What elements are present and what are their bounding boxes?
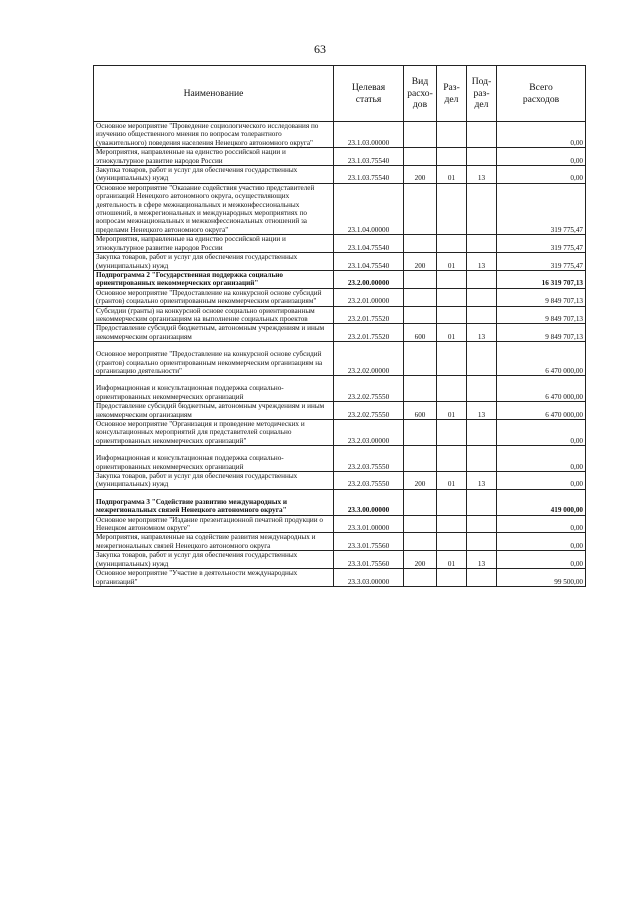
table-row — [94, 306, 586, 324]
row-vid-cell — [404, 420, 437, 446]
row-razdel-cell — [437, 446, 467, 472]
row-podrazdel-cell — [467, 420, 497, 446]
row-name-cell: Закупка товаров, работ и услуг для обеспечения государственных (муниципальных) нужд — [94, 551, 334, 569]
row-podrazdel-cell — [467, 376, 497, 402]
row-podrazdel-cell — [467, 148, 497, 166]
row-vid-cell: 200 — [404, 166, 437, 184]
row-name-cell: Подпрограмма 2 "Государственная поддержка социально ориентированных некоммерческих организаций" — [94, 270, 334, 288]
header-podrazdel: Под- раз- дел — [467, 66, 497, 122]
table-row — [94, 342, 586, 376]
row-total-cell: 6 470 000,00 — [497, 402, 586, 420]
row-name-cell: Информационная и консультационная поддержка социально-ориентированных некоммерческих организаций — [94, 376, 334, 402]
row-podrazdel-cell — [467, 569, 497, 587]
row-vid-cell — [404, 515, 437, 533]
row-vid-cell: 200 — [404, 253, 437, 271]
row-podrazdel-cell — [467, 446, 497, 472]
row-name-cell: Мероприятия, направленные на единство российской нации и этнокультурное развитие народов России — [94, 148, 334, 166]
row-vid-cell — [404, 569, 437, 587]
row-total-cell: 6 470 000,00 — [497, 342, 586, 376]
row-code-cell: 23.2.02.75550 — [334, 376, 404, 402]
row-name-cell: Предоставление субсидий бюджетным, автономным учреждениям и иным некоммерческим организациям — [94, 402, 334, 420]
row-code-cell: 23.2.01.75520 — [334, 324, 404, 342]
row-total-cell: 419 000,00 — [497, 489, 586, 515]
row-vid-cell — [404, 148, 437, 166]
table-row — [94, 489, 586, 515]
row-code-cell: 23.2.03.75550 — [334, 446, 404, 472]
table-row — [94, 420, 586, 446]
row-total-cell: 0,00 — [497, 515, 586, 533]
table-row — [94, 235, 586, 253]
row-vid-cell — [404, 533, 437, 551]
table-row — [94, 376, 586, 402]
table-row — [94, 270, 586, 288]
row-podrazdel-cell — [467, 515, 497, 533]
row-razdel-cell — [437, 288, 467, 306]
header-code: Целевая статья — [334, 66, 404, 122]
row-total-cell: 6 470 000,00 — [497, 376, 586, 402]
row-code-cell: 23.2.03.75550 — [334, 472, 404, 490]
table-header — [94, 66, 586, 122]
row-name-cell: Информационная и консультационная поддержка социально-ориентированных некоммерческих организаций — [94, 446, 334, 472]
row-podrazdel-cell — [467, 533, 497, 551]
row-total-cell: 319 775,47 — [497, 183, 586, 234]
row-name-cell: Закупка товаров, работ и услуг для обеспечения государственных (муниципальных) нужд — [94, 472, 334, 490]
row-podrazdel-cell — [467, 489, 497, 515]
header-vid: Вид расхо- дов — [404, 66, 437, 122]
row-total-cell: 0,00 — [497, 122, 586, 148]
table-body — [94, 122, 586, 587]
row-podrazdel-cell: 13 — [467, 324, 497, 342]
row-razdel-cell: 01 — [437, 166, 467, 184]
row-name-cell: Предоставление субсидий бюджетным, автономным учреждениям и иным некоммерческим организациям — [94, 324, 334, 342]
table-row — [94, 472, 586, 490]
row-vid-cell — [404, 288, 437, 306]
row-vid-cell: 600 — [404, 324, 437, 342]
table-row — [94, 122, 586, 148]
table-row — [94, 515, 586, 533]
row-vid-cell — [404, 306, 437, 324]
table-row — [94, 533, 586, 551]
row-code-cell: 23.1.04.00000 — [334, 183, 404, 234]
row-code-cell: 23.2.03.00000 — [334, 420, 404, 446]
row-name-cell: Субсидии (гранты) на конкурсной основе социально ориентированным некоммерческим организациям на выполнение социальных проектов — [94, 306, 334, 324]
table-row — [94, 551, 586, 569]
row-total-cell: 0,00 — [497, 420, 586, 446]
row-razdel-cell — [437, 122, 467, 148]
row-name-cell: Мероприятия, направленные на содействие развития международных и межрегиональных связей Ненецкого автономного округа — [94, 533, 334, 551]
row-razdel-cell: 01 — [437, 402, 467, 420]
row-code-cell: 23.3.01.75560 — [334, 551, 404, 569]
row-total-cell: 9 849 707,13 — [497, 288, 586, 306]
row-vid-cell — [404, 183, 437, 234]
row-podrazdel-cell — [467, 306, 497, 324]
row-vid-cell — [404, 376, 437, 402]
row-vid-cell: 200 — [404, 472, 437, 490]
row-code-cell: 23.3.01.75560 — [334, 533, 404, 551]
row-total-cell: 99 500,00 — [497, 569, 586, 587]
row-code-cell: 23.2.02.75550 — [334, 402, 404, 420]
row-razdel-cell — [437, 569, 467, 587]
row-razdel-cell — [437, 148, 467, 166]
table-row — [94, 324, 586, 342]
row-vid-cell: 200 — [404, 551, 437, 569]
row-name-cell: Подпрограмма 3 "Содействие развитию международных и межрегиональных связей Ненецкого автономного округа" — [94, 489, 334, 515]
row-name-cell: Мероприятия, направленные на единство российской нации и этнокультурное развитие народов России — [94, 235, 334, 253]
row-podrazdel-cell — [467, 183, 497, 234]
row-code-cell: 23.1.03.00000 — [334, 122, 404, 148]
header-total: Всего расходов — [497, 66, 586, 122]
row-code-cell: 23.1.03.75540 — [334, 166, 404, 184]
page-number: 63 — [314, 42, 326, 56]
row-podrazdel-cell — [467, 342, 497, 376]
row-code-cell: 23.2.01.75520 — [334, 306, 404, 324]
row-vid-cell — [404, 122, 437, 148]
row-total-cell: 9 849 707,13 — [497, 306, 586, 324]
row-total-cell: 0,00 — [497, 472, 586, 490]
row-total-cell: 0,00 — [497, 551, 586, 569]
row-code-cell: 23.2.01.00000 — [334, 288, 404, 306]
row-podrazdel-cell: 13 — [467, 551, 497, 569]
row-podrazdel-cell: 13 — [467, 472, 497, 490]
row-code-cell: 23.1.04.75540 — [334, 235, 404, 253]
row-podrazdel-cell — [467, 288, 497, 306]
row-podrazdel-cell — [467, 122, 497, 148]
row-razdel-cell: 01 — [437, 324, 467, 342]
row-name-cell: Основное мероприятие "Участие в деятельности международных организаций" — [94, 569, 334, 587]
row-razdel-cell — [437, 420, 467, 446]
row-code-cell: 23.1.03.75540 — [334, 148, 404, 166]
table-row — [94, 569, 586, 587]
header-razdel: Раз- дел — [437, 66, 467, 122]
row-name-cell: Основное мероприятие "Предоставление на конкурсной основе субсидий (грантов) социально ориентированным некоммерческим организациям" — [94, 288, 334, 306]
table-row — [94, 148, 586, 166]
row-podrazdel-cell — [467, 270, 497, 288]
row-name-cell: Основное мероприятие "Проведение социологического исследования по изучению общественного мнения по вопросам толерантного (уважительного) поведения населения Ненецкого автономного округа" — [94, 122, 334, 148]
row-razdel-cell: 01 — [437, 551, 467, 569]
row-total-cell: 319 775,47 — [497, 253, 586, 271]
row-razdel-cell: 01 — [437, 253, 467, 271]
row-total-cell: 0,00 — [497, 533, 586, 551]
row-vid-cell — [404, 235, 437, 253]
header-name: Наименование — [94, 66, 334, 122]
row-razdel-cell — [437, 270, 467, 288]
row-code-cell: 23.2.00.00000 — [334, 270, 404, 288]
row-name-cell: Основное мероприятие "Предоставление на конкурсной основе субсидий (грантов) социально ориентированным некоммерческим организациям на организацию деятельности" — [94, 342, 334, 376]
row-total-cell: 0,00 — [497, 166, 586, 184]
table-row — [94, 288, 586, 306]
table-row — [94, 253, 586, 271]
row-total-cell: 16 319 707,13 — [497, 270, 586, 288]
table-row — [94, 183, 586, 234]
table-row — [94, 166, 586, 184]
row-razdel-cell — [437, 235, 467, 253]
budget-table — [93, 65, 586, 587]
row-name-cell: Основное мероприятие "Организация и проведение методических и консультационных мероприятий для представителей социально ориентированных некоммерческих организаций" — [94, 420, 334, 446]
row-vid-cell — [404, 489, 437, 515]
row-vid-cell: 600 — [404, 402, 437, 420]
row-vid-cell — [404, 446, 437, 472]
row-total-cell: 319 775,47 — [497, 235, 586, 253]
row-razdel-cell — [437, 183, 467, 234]
row-total-cell: 9 849 707,13 — [497, 324, 586, 342]
row-name-cell: Закупка товаров, работ и услуг для обеспечения государственных (муниципальных) нужд — [94, 253, 334, 271]
row-podrazdel-cell: 13 — [467, 166, 497, 184]
row-razdel-cell — [437, 533, 467, 551]
row-podrazdel-cell: 13 — [467, 402, 497, 420]
row-name-cell: Закупка товаров, работ и услуг для обеспечения государственных (муниципальных) нужд — [94, 166, 334, 184]
row-razdel-cell — [437, 489, 467, 515]
row-podrazdel-cell — [467, 235, 497, 253]
table-row — [94, 446, 586, 472]
row-name-cell: Основное мероприятие "Оказание содействия участию представителей организаций Ненецкого автономного округа, осуществляющих деятельность в сфере межнациональных и межконфессиональных отношений, в межрегиональных и международных мероприятиях по вопросам межнациональных и межконфессиональных отношений за пределами Ненецкого автономного округа" — [94, 183, 334, 234]
row-razdel-cell — [437, 376, 467, 402]
row-code-cell: 23.1.04.75540 — [334, 253, 404, 271]
row-razdel-cell — [437, 515, 467, 533]
row-code-cell: 23.3.01.00000 — [334, 515, 404, 533]
row-code-cell: 23.3.03.00000 — [334, 569, 404, 587]
row-razdel-cell: 01 — [437, 472, 467, 490]
row-code-cell: 23.2.02.00000 — [334, 342, 404, 376]
row-vid-cell — [404, 270, 437, 288]
row-total-cell: 0,00 — [497, 446, 586, 472]
row-code-cell: 23.3.00.00000 — [334, 489, 404, 515]
row-name-cell: Основное мероприятие "Издание презентационной печатной продукции о Ненецком автономном округе" — [94, 515, 334, 533]
row-vid-cell — [404, 342, 437, 376]
row-razdel-cell — [437, 306, 467, 324]
table-row — [94, 402, 586, 420]
row-razdel-cell — [437, 342, 467, 376]
row-total-cell: 0,00 — [497, 148, 586, 166]
row-podrazdel-cell: 13 — [467, 253, 497, 271]
